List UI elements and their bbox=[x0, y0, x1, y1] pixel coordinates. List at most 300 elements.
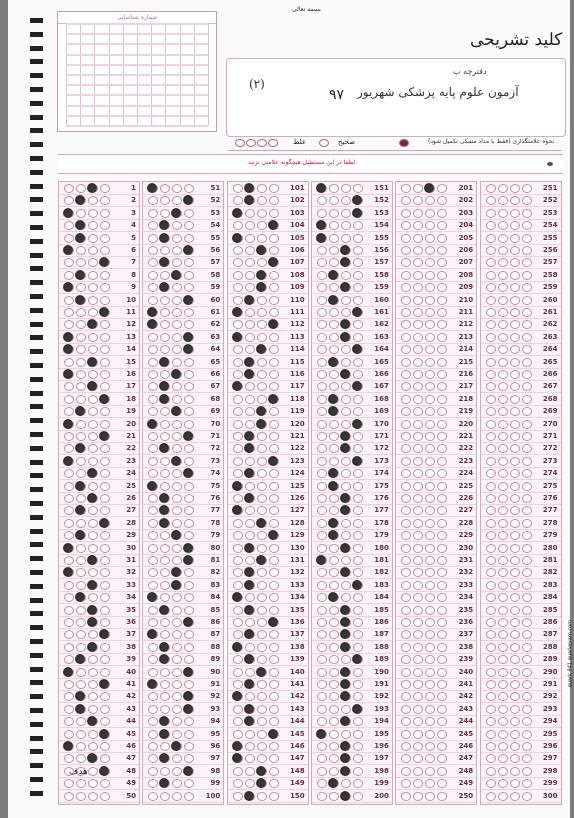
answer-bubble[interactable] bbox=[172, 556, 182, 565]
answer-bubble[interactable] bbox=[172, 655, 182, 664]
answer-bubble[interactable] bbox=[498, 494, 508, 503]
answer-row[interactable] bbox=[312, 207, 392, 220]
answer-row[interactable] bbox=[228, 244, 308, 257]
answer-bubble[interactable] bbox=[269, 792, 279, 801]
answer-bubble[interactable] bbox=[522, 469, 532, 478]
answer-bubble[interactable] bbox=[233, 246, 243, 255]
answer-options[interactable] bbox=[64, 370, 114, 378]
answer-options[interactable] bbox=[148, 506, 198, 514]
answer-row[interactable] bbox=[59, 393, 139, 406]
answer-row[interactable] bbox=[59, 318, 139, 331]
answer-options[interactable] bbox=[317, 556, 367, 564]
answer-bubble[interactable] bbox=[76, 209, 86, 218]
answer-options[interactable] bbox=[486, 742, 536, 750]
answer-bubble[interactable] bbox=[317, 258, 327, 267]
answer-bubble[interactable] bbox=[100, 792, 110, 801]
answer-bubble[interactable] bbox=[401, 568, 411, 577]
answer-bubble[interactable] bbox=[233, 469, 243, 478]
answer-bubble[interactable] bbox=[245, 668, 255, 677]
answer-options[interactable] bbox=[64, 643, 114, 651]
answer-bubble[interactable] bbox=[486, 444, 496, 453]
answer-bubble[interactable] bbox=[317, 382, 327, 391]
answer-bubble[interactable] bbox=[148, 432, 158, 441]
answer-options[interactable] bbox=[317, 395, 367, 403]
answer-bubble[interactable] bbox=[437, 568, 447, 577]
answer-bubble[interactable] bbox=[233, 420, 243, 429]
answer-bubble[interactable] bbox=[160, 320, 170, 329]
answer-bubble[interactable] bbox=[486, 196, 496, 205]
answer-options[interactable] bbox=[64, 358, 114, 366]
answer-bubble[interactable] bbox=[329, 457, 339, 466]
answer-options[interactable] bbox=[148, 258, 198, 266]
answer-bubble[interactable] bbox=[245, 308, 255, 317]
answer-options[interactable] bbox=[233, 258, 283, 266]
answer-bubble[interactable] bbox=[76, 246, 86, 255]
answer-row[interactable] bbox=[312, 480, 392, 493]
answer-bubble[interactable] bbox=[245, 234, 255, 243]
answer-bubble[interactable] bbox=[245, 730, 255, 739]
answer-bubble[interactable] bbox=[510, 308, 520, 317]
answer-options[interactable] bbox=[64, 531, 114, 539]
answer-bubble[interactable] bbox=[486, 668, 496, 677]
answer-row[interactable] bbox=[396, 579, 476, 592]
answer-row[interactable] bbox=[312, 604, 392, 617]
answer-bubble[interactable] bbox=[498, 382, 508, 391]
answer-options[interactable] bbox=[64, 556, 114, 564]
answer-bubble[interactable] bbox=[437, 345, 447, 354]
answer-row[interactable] bbox=[143, 219, 223, 232]
answer-bubble[interactable] bbox=[341, 382, 351, 391]
answer-bubble[interactable] bbox=[341, 531, 351, 540]
answer-row[interactable] bbox=[59, 628, 139, 641]
answer-row[interactable] bbox=[59, 455, 139, 468]
answer-bubble[interactable] bbox=[498, 221, 508, 230]
answer-row[interactable] bbox=[143, 591, 223, 604]
answer-bubble[interactable] bbox=[437, 544, 447, 553]
answer-bubble[interactable] bbox=[257, 258, 267, 267]
answer-bubble[interactable] bbox=[522, 320, 532, 329]
answer-bubble[interactable] bbox=[257, 444, 267, 453]
answer-bubble[interactable] bbox=[425, 692, 435, 701]
answer-bubble[interactable] bbox=[245, 382, 255, 391]
answer-bubble[interactable] bbox=[233, 258, 243, 267]
answer-options[interactable] bbox=[401, 655, 451, 663]
answer-options[interactable] bbox=[486, 792, 536, 800]
answer-options[interactable] bbox=[401, 779, 451, 787]
answer-bubble[interactable] bbox=[437, 506, 447, 515]
answer-bubble[interactable] bbox=[329, 568, 339, 577]
answer-options[interactable] bbox=[148, 370, 198, 378]
answer-bubble[interactable] bbox=[172, 618, 182, 627]
answer-bubble[interactable] bbox=[498, 581, 508, 590]
answer-row[interactable] bbox=[312, 380, 392, 393]
answer-options[interactable] bbox=[317, 742, 367, 750]
answer-options[interactable] bbox=[317, 370, 367, 378]
answer-bubble[interactable] bbox=[341, 234, 351, 243]
answer-bubble[interactable] bbox=[148, 519, 158, 528]
answer-bubble[interactable] bbox=[413, 320, 423, 329]
answer-bubble[interactable] bbox=[425, 494, 435, 503]
answer-bubble[interactable] bbox=[233, 767, 243, 776]
answer-bubble[interactable] bbox=[413, 494, 423, 503]
answer-bubble[interactable] bbox=[401, 246, 411, 255]
answer-row[interactable] bbox=[312, 356, 392, 369]
answer-bubble[interactable] bbox=[498, 668, 508, 677]
answer-options[interactable] bbox=[401, 333, 451, 341]
answer-bubble[interactable] bbox=[160, 618, 170, 627]
answer-bubble[interactable] bbox=[498, 618, 508, 627]
answer-row[interactable] bbox=[143, 480, 223, 493]
answer-bubble[interactable] bbox=[401, 519, 411, 528]
answer-options[interactable] bbox=[317, 432, 367, 440]
answer-bubble[interactable] bbox=[100, 494, 110, 503]
answer-bubble[interactable] bbox=[233, 283, 243, 292]
answer-row[interactable] bbox=[228, 430, 308, 443]
answer-bubble[interactable] bbox=[184, 395, 194, 404]
answer-bubble[interactable] bbox=[486, 531, 496, 540]
answer-bubble[interactable] bbox=[341, 271, 351, 280]
answer-bubble[interactable] bbox=[76, 680, 86, 689]
answer-bubble[interactable] bbox=[269, 705, 279, 714]
answer-bubble[interactable] bbox=[160, 271, 170, 280]
answer-row[interactable] bbox=[143, 393, 223, 406]
answer-row[interactable] bbox=[228, 653, 308, 666]
answer-bubble[interactable] bbox=[486, 407, 496, 416]
answer-bubble[interactable] bbox=[425, 271, 435, 280]
answer-bubble[interactable] bbox=[401, 345, 411, 354]
answer-options[interactable] bbox=[401, 469, 451, 477]
answer-bubble[interactable] bbox=[317, 209, 327, 218]
answer-options[interactable] bbox=[148, 382, 198, 390]
answer-bubble[interactable] bbox=[100, 705, 110, 714]
answer-bubble[interactable] bbox=[184, 258, 194, 267]
answer-bubble[interactable] bbox=[245, 320, 255, 329]
answer-bubble[interactable] bbox=[425, 519, 435, 528]
answer-row[interactable] bbox=[481, 207, 561, 220]
answer-bubble[interactable] bbox=[76, 742, 86, 751]
answer-bubble[interactable] bbox=[425, 469, 435, 478]
answer-bubble[interactable] bbox=[148, 717, 158, 726]
answer-options[interactable] bbox=[317, 358, 367, 366]
answer-bubble[interactable] bbox=[317, 618, 327, 627]
answer-row[interactable] bbox=[396, 306, 476, 319]
answer-row[interactable] bbox=[59, 728, 139, 741]
answer-options[interactable] bbox=[317, 606, 367, 614]
answer-row[interactable] bbox=[312, 430, 392, 443]
answer-row[interactable] bbox=[312, 579, 392, 592]
answer-row[interactable] bbox=[228, 318, 308, 331]
answer-row[interactable] bbox=[143, 728, 223, 741]
answer-row[interactable] bbox=[312, 455, 392, 468]
answer-row[interactable] bbox=[396, 430, 476, 443]
answer-options[interactable] bbox=[486, 519, 536, 527]
answer-bubble[interactable] bbox=[522, 593, 532, 602]
answer-bubble[interactable] bbox=[413, 333, 423, 342]
answer-options[interactable] bbox=[317, 196, 367, 204]
answer-bubble[interactable] bbox=[498, 395, 508, 404]
answer-options[interactable] bbox=[317, 519, 367, 527]
answer-bubble[interactable] bbox=[184, 643, 194, 652]
answer-bubble[interactable] bbox=[160, 246, 170, 255]
answer-options[interactable] bbox=[148, 333, 198, 341]
answer-bubble[interactable] bbox=[184, 606, 194, 615]
answer-bubble[interactable] bbox=[269, 779, 279, 788]
answer-bubble[interactable] bbox=[486, 469, 496, 478]
answer-options[interactable] bbox=[317, 482, 367, 490]
answer-options[interactable] bbox=[148, 444, 198, 452]
answer-options[interactable] bbox=[317, 568, 367, 576]
answer-bubble[interactable] bbox=[413, 680, 423, 689]
answer-bubble[interactable] bbox=[269, 382, 279, 391]
answer-bubble[interactable] bbox=[510, 457, 520, 466]
answer-bubble[interactable] bbox=[100, 742, 110, 751]
answer-options[interactable] bbox=[317, 444, 367, 452]
answer-bubble[interactable] bbox=[172, 767, 182, 776]
answer-row[interactable] bbox=[312, 405, 392, 418]
answer-bubble[interactable] bbox=[269, 432, 279, 441]
answer-row[interactable] bbox=[228, 542, 308, 555]
answer-row[interactable] bbox=[228, 579, 308, 592]
answer-row[interactable] bbox=[396, 604, 476, 617]
answer-bubble[interactable] bbox=[437, 382, 447, 391]
answer-bubble[interactable] bbox=[413, 184, 423, 193]
answer-options[interactable] bbox=[401, 395, 451, 403]
answer-bubble[interactable] bbox=[76, 382, 86, 391]
answer-options[interactable] bbox=[64, 333, 114, 341]
answer-options[interactable] bbox=[148, 457, 198, 465]
answer-row[interactable] bbox=[396, 343, 476, 356]
answer-options[interactable] bbox=[148, 494, 198, 502]
answer-row[interactable] bbox=[59, 418, 139, 431]
answer-row[interactable] bbox=[481, 380, 561, 393]
answer-row[interactable] bbox=[228, 591, 308, 604]
answer-bubble[interactable] bbox=[486, 655, 496, 664]
answer-bubble[interactable] bbox=[160, 482, 170, 491]
answer-options[interactable] bbox=[486, 754, 536, 762]
answer-bubble[interactable] bbox=[413, 432, 423, 441]
answer-bubble[interactable] bbox=[269, 568, 279, 577]
answer-bubble[interactable] bbox=[437, 407, 447, 416]
answer-row[interactable] bbox=[59, 467, 139, 480]
answer-options[interactable] bbox=[233, 655, 283, 663]
answer-row[interactable] bbox=[312, 740, 392, 753]
answer-row[interactable] bbox=[396, 529, 476, 542]
answer-bubble[interactable] bbox=[172, 333, 182, 342]
answer-bubble[interactable] bbox=[413, 568, 423, 577]
answer-bubble[interactable] bbox=[413, 506, 423, 515]
answer-bubble[interactable] bbox=[100, 184, 110, 193]
answer-bubble[interactable] bbox=[257, 593, 267, 602]
answer-bubble[interactable] bbox=[425, 680, 435, 689]
answer-options[interactable] bbox=[486, 246, 536, 254]
answer-bubble[interactable] bbox=[148, 333, 158, 342]
answer-options[interactable] bbox=[64, 457, 114, 465]
answer-bubble[interactable] bbox=[510, 271, 520, 280]
answer-row[interactable] bbox=[312, 517, 392, 530]
answer-bubble[interactable] bbox=[498, 754, 508, 763]
answer-row[interactable] bbox=[481, 256, 561, 269]
answer-bubble[interactable] bbox=[184, 482, 194, 491]
answer-bubble[interactable] bbox=[317, 296, 327, 305]
answer-bubble[interactable] bbox=[233, 457, 243, 466]
answer-bubble[interactable] bbox=[498, 556, 508, 565]
answer-bubble[interactable] bbox=[486, 283, 496, 292]
answer-bubble[interactable] bbox=[257, 618, 267, 627]
answer-options[interactable] bbox=[233, 271, 283, 279]
answer-bubble[interactable] bbox=[486, 767, 496, 776]
answer-bubble[interactable] bbox=[425, 395, 435, 404]
answer-bubble[interactable] bbox=[486, 296, 496, 305]
answer-bubble[interactable] bbox=[100, 531, 110, 540]
answer-options[interactable] bbox=[401, 668, 451, 676]
answer-options[interactable] bbox=[401, 680, 451, 688]
answer-options[interactable] bbox=[148, 345, 198, 353]
answer-bubble[interactable] bbox=[64, 494, 74, 503]
answer-bubble[interactable] bbox=[498, 296, 508, 305]
answer-options[interactable] bbox=[233, 630, 283, 638]
answer-bubble[interactable] bbox=[413, 296, 423, 305]
answer-bubble[interactable] bbox=[486, 643, 496, 652]
answer-options[interactable] bbox=[317, 234, 367, 242]
answer-bubble[interactable] bbox=[510, 196, 520, 205]
answer-row[interactable] bbox=[396, 182, 476, 195]
answer-bubble[interactable] bbox=[510, 494, 520, 503]
answer-bubble[interactable] bbox=[413, 308, 423, 317]
answer-bubble[interactable] bbox=[522, 643, 532, 652]
answer-bubble[interactable] bbox=[64, 792, 74, 801]
answer-bubble[interactable] bbox=[233, 655, 243, 664]
answer-row[interactable] bbox=[396, 405, 476, 418]
answer-bubble[interactable] bbox=[233, 296, 243, 305]
answer-bubble[interactable] bbox=[522, 767, 532, 776]
answer-bubble[interactable] bbox=[329, 420, 339, 429]
answer-bubble[interactable] bbox=[425, 668, 435, 677]
answer-bubble[interactable] bbox=[498, 506, 508, 515]
answer-bubble[interactable] bbox=[413, 196, 423, 205]
answer-bubble[interactable] bbox=[233, 519, 243, 528]
answer-bubble[interactable] bbox=[510, 246, 520, 255]
answer-bubble[interactable] bbox=[257, 482, 267, 491]
answer-options[interactable] bbox=[64, 246, 114, 254]
answer-bubble[interactable] bbox=[172, 469, 182, 478]
answer-options[interactable] bbox=[401, 246, 451, 254]
answer-options[interactable] bbox=[486, 358, 536, 366]
answer-options[interactable] bbox=[233, 544, 283, 552]
answer-bubble[interactable] bbox=[486, 184, 496, 193]
answer-bubble[interactable] bbox=[172, 593, 182, 602]
answer-bubble[interactable] bbox=[64, 531, 74, 540]
answer-bubble[interactable] bbox=[88, 444, 98, 453]
answer-bubble[interactable] bbox=[522, 581, 532, 590]
answer-bubble[interactable] bbox=[245, 345, 255, 354]
answer-options[interactable] bbox=[64, 730, 114, 738]
answer-bubble[interactable] bbox=[437, 420, 447, 429]
answer-options[interactable] bbox=[233, 754, 283, 762]
answer-bubble[interactable] bbox=[88, 221, 98, 230]
answer-bubble[interactable] bbox=[522, 258, 532, 267]
answer-bubble[interactable] bbox=[172, 283, 182, 292]
answer-bubble[interactable] bbox=[269, 742, 279, 751]
answer-bubble[interactable] bbox=[425, 370, 435, 379]
answer-bubble[interactable] bbox=[88, 655, 98, 664]
answer-options[interactable] bbox=[64, 792, 114, 800]
answer-row[interactable] bbox=[312, 343, 392, 356]
answer-bubble[interactable] bbox=[160, 296, 170, 305]
answer-row[interactable] bbox=[312, 641, 392, 654]
answer-bubble[interactable] bbox=[341, 308, 351, 317]
answer-bubble[interactable] bbox=[510, 283, 520, 292]
answer-options[interactable] bbox=[401, 544, 451, 552]
answer-bubble[interactable] bbox=[425, 196, 435, 205]
answer-bubble[interactable] bbox=[437, 221, 447, 230]
answer-bubble[interactable] bbox=[510, 692, 520, 701]
answer-bubble[interactable] bbox=[64, 630, 74, 639]
answer-bubble[interactable] bbox=[401, 234, 411, 243]
answer-row[interactable] bbox=[228, 480, 308, 493]
answer-row[interactable] bbox=[396, 641, 476, 654]
answer-row[interactable] bbox=[228, 331, 308, 344]
answer-bubble[interactable] bbox=[413, 692, 423, 701]
answer-bubble[interactable] bbox=[64, 395, 74, 404]
answer-row[interactable] bbox=[396, 380, 476, 393]
answer-row[interactable] bbox=[396, 542, 476, 555]
answer-bubble[interactable] bbox=[100, 382, 110, 391]
answer-options[interactable] bbox=[233, 692, 283, 700]
answer-row[interactable] bbox=[396, 628, 476, 641]
answer-bubble[interactable] bbox=[64, 221, 74, 230]
answer-bubble[interactable] bbox=[498, 234, 508, 243]
answer-row[interactable] bbox=[228, 356, 308, 369]
answer-bubble[interactable] bbox=[510, 767, 520, 776]
answer-bubble[interactable] bbox=[184, 444, 194, 453]
answer-bubble[interactable] bbox=[317, 482, 327, 491]
answer-bubble[interactable] bbox=[184, 283, 194, 292]
answer-row[interactable] bbox=[59, 244, 139, 257]
answer-bubble[interactable] bbox=[76, 184, 86, 193]
answer-bubble[interactable] bbox=[184, 506, 194, 515]
answer-row[interactable] bbox=[143, 256, 223, 269]
answer-bubble[interactable] bbox=[64, 469, 74, 478]
answer-bubble[interactable] bbox=[269, 469, 279, 478]
answer-bubble[interactable] bbox=[437, 432, 447, 441]
answer-bubble[interactable] bbox=[257, 730, 267, 739]
answer-bubble[interactable] bbox=[401, 531, 411, 540]
answer-bubble[interactable] bbox=[148, 457, 158, 466]
answer-bubble[interactable] bbox=[245, 209, 255, 218]
answer-bubble[interactable] bbox=[64, 680, 74, 689]
answer-options[interactable] bbox=[401, 556, 451, 564]
answer-bubble[interactable] bbox=[498, 345, 508, 354]
answer-bubble[interactable] bbox=[329, 754, 339, 763]
answer-bubble[interactable] bbox=[486, 234, 496, 243]
answer-options[interactable] bbox=[148, 184, 198, 192]
answer-bubble[interactable] bbox=[486, 506, 496, 515]
answer-options[interactable] bbox=[148, 358, 198, 366]
answer-options[interactable] bbox=[317, 209, 367, 217]
answer-row[interactable] bbox=[312, 765, 392, 778]
answer-row[interactable] bbox=[143, 579, 223, 592]
answer-bubble[interactable] bbox=[413, 779, 423, 788]
answer-bubble[interactable] bbox=[401, 444, 411, 453]
answer-bubble[interactable] bbox=[317, 308, 327, 317]
answer-bubble[interactable] bbox=[329, 742, 339, 751]
answer-row[interactable] bbox=[481, 628, 561, 641]
answer-bubble[interactable] bbox=[245, 779, 255, 788]
answer-bubble[interactable] bbox=[522, 444, 532, 453]
answer-bubble[interactable] bbox=[88, 506, 98, 515]
answer-bubble[interactable] bbox=[76, 494, 86, 503]
answer-bubble[interactable] bbox=[88, 568, 98, 577]
